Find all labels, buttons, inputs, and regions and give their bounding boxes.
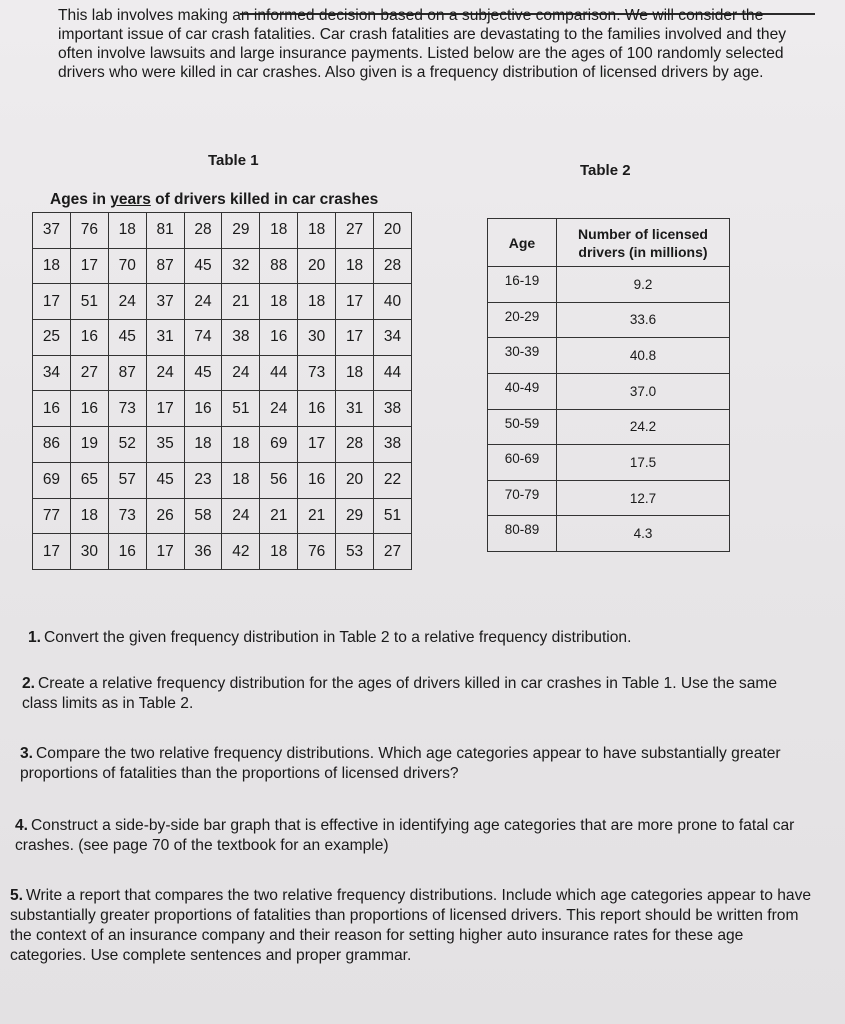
- table-cell: 34: [374, 320, 412, 356]
- table-row: [33, 534, 412, 570]
- table-cell: 70: [108, 248, 146, 284]
- table-row: [488, 302, 730, 338]
- question-text: Compare the two relative frequency distributions. Which age categories appear to have substantially greater proportions of fatalities than the proportions of licensed drivers?: [20, 745, 781, 782]
- table-cell: 23: [184, 462, 222, 498]
- table1-caption-underlined: years: [110, 191, 151, 208]
- table-row: [33, 320, 412, 356]
- table-cell: 52: [108, 427, 146, 463]
- table-row: [33, 427, 412, 463]
- table-cell: 17: [336, 284, 374, 320]
- table2-header-age: Age: [488, 219, 557, 267]
- question-1: [28, 628, 818, 648]
- table-cell: 44: [260, 355, 298, 391]
- table-cell: 81: [146, 213, 184, 249]
- table-cell: 16: [108, 534, 146, 570]
- table-cell: 27: [374, 534, 412, 570]
- table-cell: 16: [260, 320, 298, 356]
- ages-table: [32, 212, 412, 570]
- table-cell: 16: [70, 320, 108, 356]
- table-cell: 17: [336, 320, 374, 356]
- driver-count-cell: 33.6: [557, 302, 730, 338]
- age-range-cell: 20-29: [488, 302, 557, 338]
- table-cell: 24: [184, 284, 222, 320]
- table-cell: 17: [33, 534, 71, 570]
- age-range-cell: 30-39: [488, 338, 557, 374]
- question-number: 2.: [22, 675, 36, 692]
- table-cell: 18: [260, 213, 298, 249]
- table-cell: 87: [146, 248, 184, 284]
- table2-header-drivers: Number of licensed drivers (in millions): [557, 219, 730, 267]
- table-cell: 45: [184, 355, 222, 391]
- table-cell: 45: [108, 320, 146, 356]
- table-cell: 24: [222, 355, 260, 391]
- table-cell: 20: [298, 248, 336, 284]
- table-row: [33, 355, 412, 391]
- question-5: [10, 886, 820, 966]
- table-cell: 16: [70, 391, 108, 427]
- table-row: [33, 213, 412, 249]
- table-cell: 57: [108, 462, 146, 498]
- driver-count-cell: 24.2: [557, 409, 730, 445]
- table-cell: 32: [222, 248, 260, 284]
- table-row: [33, 284, 412, 320]
- table-cell: 40: [374, 284, 412, 320]
- table-cell: 69: [33, 462, 71, 498]
- table-cell: 18: [298, 284, 336, 320]
- table-cell: 17: [33, 284, 71, 320]
- table-row: [33, 462, 412, 498]
- table-cell: 17: [70, 248, 108, 284]
- question-number: 1.: [28, 629, 42, 646]
- question-number: 4.: [15, 817, 29, 834]
- licensed-drivers-table: [487, 218, 730, 552]
- table-cell: 17: [146, 534, 184, 570]
- table-cell: 38: [374, 391, 412, 427]
- table-cell: 22: [374, 462, 412, 498]
- table-cell: 53: [336, 534, 374, 570]
- table1-caption: [50, 191, 378, 209]
- table-cell: 28: [374, 248, 412, 284]
- age-range-cell: 50-59: [488, 409, 557, 445]
- table-cell: 21: [260, 498, 298, 534]
- question-text: Convert the given frequency distribution in Table 2 to a relative frequency distribution.: [44, 629, 632, 646]
- table-row: [488, 338, 730, 374]
- age-range-cell: 16-19: [488, 267, 557, 303]
- table-cell: 65: [70, 462, 108, 498]
- driver-count-cell: 17.5: [557, 445, 730, 481]
- table-cell: 30: [70, 534, 108, 570]
- table-cell: 74: [184, 320, 222, 356]
- table-cell: 73: [108, 391, 146, 427]
- table-cell: 28: [336, 427, 374, 463]
- driver-count-cell: 40.8: [557, 338, 730, 374]
- table-cell: 37: [33, 213, 71, 249]
- question-4: [15, 816, 815, 856]
- table-cell: 73: [108, 498, 146, 534]
- question-text: Construct a side-by-side bar graph that is effective in identifying age categories that are more prone to fatal car crashes. (see page 70 of the textbook for an example): [15, 817, 795, 854]
- table-cell: 18: [336, 355, 374, 391]
- age-range-cell: 60-69: [488, 445, 557, 481]
- table-row: [33, 391, 412, 427]
- age-range-cell: 40-49: [488, 373, 557, 409]
- intro-paragraph: This lab involves making an informed decision based on a subjective comparison. We will consider the important issue of car crash fatalities. Car crash fatalities are devastating to the families involved and they often involve lawsuits and large insurance payments. Listed below are the ages of 100 randomly selected drivers who were killed in car crashes. Also given is a frequency distribution of licensed drivers by age.: [58, 7, 787, 81]
- age-range-cell: 80-89: [488, 516, 557, 552]
- table-cell: 18: [108, 213, 146, 249]
- table-cell: 76: [298, 534, 336, 570]
- table-cell: 29: [336, 498, 374, 534]
- table-cell: 24: [108, 284, 146, 320]
- age-range-cell: 70-79: [488, 480, 557, 516]
- table-cell: 26: [146, 498, 184, 534]
- table-cell: 73: [298, 355, 336, 391]
- table-cell: 86: [33, 427, 71, 463]
- question-text: Write a report that compares the two relative frequency distributions. Include which age categories appear to have substantially greater proportions of fatalities than proportions of licensed drivers. This report should be written from the context of an insurance company and their reason for setting higher auto insurance rates for these age categories. Use complete sentences and proper grammar.: [10, 887, 812, 964]
- table-cell: 37: [146, 284, 184, 320]
- table-cell: 16: [298, 462, 336, 498]
- table-cell: 18: [222, 462, 260, 498]
- table-cell: 20: [336, 462, 374, 498]
- table-row: [33, 248, 412, 284]
- table-cell: 18: [33, 248, 71, 284]
- table-cell: 30: [298, 320, 336, 356]
- table-cell: 27: [336, 213, 374, 249]
- table-cell: 18: [70, 498, 108, 534]
- table-cell: 18: [298, 213, 336, 249]
- table-cell: 25: [33, 320, 71, 356]
- table-cell: 34: [33, 355, 71, 391]
- table-cell: 36: [184, 534, 222, 570]
- table2-header-row: [488, 219, 730, 267]
- table-cell: 45: [146, 462, 184, 498]
- table-cell: 38: [374, 427, 412, 463]
- table-cell: 51: [222, 391, 260, 427]
- table-row: [488, 409, 730, 445]
- table-cell: 77: [33, 498, 71, 534]
- table-cell: 42: [222, 534, 260, 570]
- table-cell: 16: [184, 391, 222, 427]
- driver-count-cell: 37.0: [557, 373, 730, 409]
- driver-count-cell: 9.2: [557, 267, 730, 303]
- question-text: Create a relative frequency distribution for the ages of drivers killed in car crashes in Table 1. Use the same class limits as in Table 2.: [22, 675, 778, 712]
- table-cell: 24: [260, 391, 298, 427]
- table-cell: 21: [222, 284, 260, 320]
- question-number: 5.: [10, 887, 24, 904]
- table-cell: 44: [374, 355, 412, 391]
- table-row: [488, 445, 730, 481]
- driver-count-cell: 12.7: [557, 480, 730, 516]
- table-cell: 18: [336, 248, 374, 284]
- table-row: [488, 373, 730, 409]
- table-cell: 51: [374, 498, 412, 534]
- table-cell: 16: [298, 391, 336, 427]
- table-cell: 19: [70, 427, 108, 463]
- table-row: [33, 498, 412, 534]
- table1-caption-rest: of drivers killed in car crashes: [150, 191, 379, 208]
- table-cell: 18: [184, 427, 222, 463]
- table-cell: 17: [146, 391, 184, 427]
- table-row: [488, 480, 730, 516]
- table-cell: 45: [184, 248, 222, 284]
- table-cell: 18: [260, 284, 298, 320]
- table-cell: 24: [146, 355, 184, 391]
- table-cell: 58: [184, 498, 222, 534]
- table-cell: 24: [222, 498, 260, 534]
- table-cell: 31: [146, 320, 184, 356]
- table-cell: 27: [70, 355, 108, 391]
- table-cell: 31: [336, 391, 374, 427]
- table-row: [488, 267, 730, 303]
- table1-caption-prefix: Ages in: [50, 191, 111, 208]
- driver-count-cell: 4.3: [557, 516, 730, 552]
- table-cell: 88: [260, 248, 298, 284]
- table-cell: 21: [298, 498, 336, 534]
- question-number: 3.: [20, 745, 34, 762]
- table-cell: 51: [70, 284, 108, 320]
- question-2: [22, 674, 812, 714]
- table-cell: 76: [70, 213, 108, 249]
- table-cell: 28: [184, 213, 222, 249]
- table-cell: 56: [260, 462, 298, 498]
- question-3: [20, 744, 810, 784]
- table2-label: Table 2: [580, 162, 631, 179]
- table-cell: 29: [222, 213, 260, 249]
- table-cell: 16: [33, 391, 71, 427]
- table-cell: 18: [222, 427, 260, 463]
- table-cell: 87: [108, 355, 146, 391]
- table-cell: 35: [146, 427, 184, 463]
- table-cell: 18: [260, 534, 298, 570]
- table-cell: 69: [260, 427, 298, 463]
- table-cell: 38: [222, 320, 260, 356]
- table-cell: 20: [374, 213, 412, 249]
- table-cell: 17: [298, 427, 336, 463]
- table1-label: Table 1: [208, 152, 259, 169]
- table-row: [488, 516, 730, 552]
